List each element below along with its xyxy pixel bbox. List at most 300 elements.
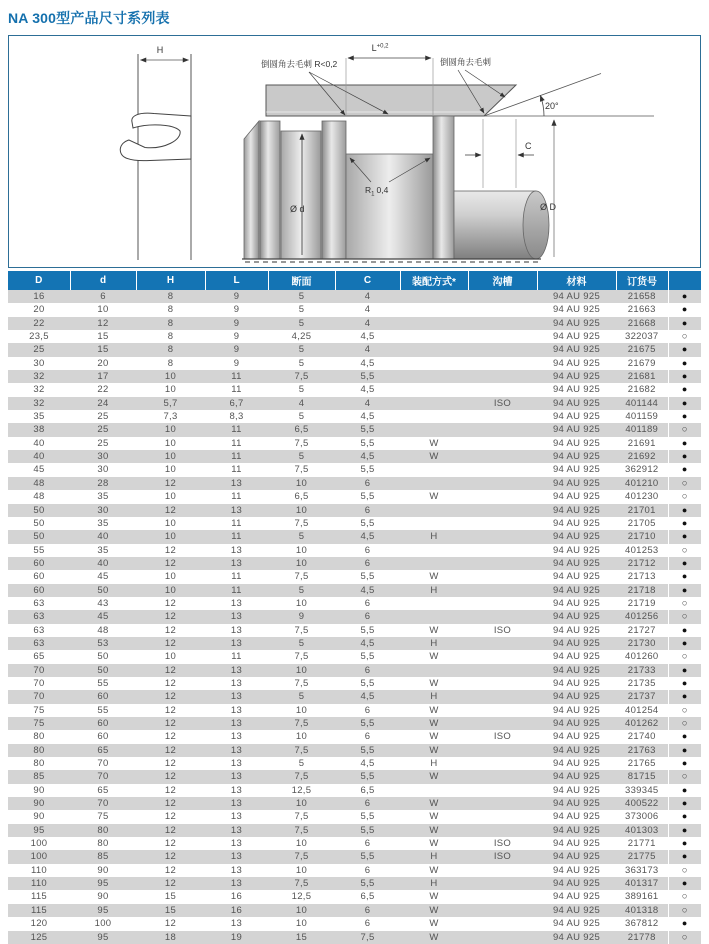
- cell: 11: [231, 451, 242, 463]
- cell: 12: [164, 758, 177, 770]
- cell: [400, 410, 468, 423]
- table-row: [8, 303, 701, 316]
- cell: W: [429, 451, 439, 463]
- cell: 94 AU 925: [552, 397, 601, 409]
- cell: [468, 904, 537, 917]
- cell: 12: [164, 718, 177, 729]
- cell: 50: [97, 651, 109, 663]
- cell: 21733: [627, 664, 656, 676]
- table-row: [8, 610, 701, 623]
- cell: 11: [231, 517, 242, 529]
- table-row: [8, 797, 701, 810]
- cell: 94 AU 925: [552, 597, 601, 609]
- cell: [400, 784, 468, 797]
- cell: 50: [33, 531, 45, 543]
- cell: 5: [298, 411, 305, 423]
- table-row: [8, 784, 701, 797]
- cell: 94 AU 925: [552, 571, 601, 583]
- cell: [468, 317, 537, 330]
- cell: 13: [230, 798, 243, 810]
- cell: 5,5: [360, 744, 375, 756]
- cell: 94 AU 925: [552, 531, 601, 543]
- cell: 6: [100, 291, 106, 302]
- technical-drawing: [8, 35, 701, 268]
- cell: 4,5: [360, 531, 375, 543]
- cell: 48: [97, 624, 109, 636]
- cell: 6: [364, 544, 371, 556]
- cell: W: [429, 771, 439, 783]
- cell: 94 AU 925: [552, 891, 601, 903]
- cell: 401317: [624, 878, 659, 890]
- availability-dot: ○: [668, 610, 701, 623]
- cell: W: [429, 731, 439, 743]
- cell: 12: [164, 811, 177, 823]
- cell: 115: [30, 904, 48, 916]
- cell: 12,5: [291, 784, 312, 796]
- cell: W: [429, 864, 439, 876]
- cell: 10: [295, 731, 308, 743]
- cell: 94 AU 925: [552, 384, 601, 396]
- availability-dot: ●: [668, 504, 701, 517]
- cell: [468, 784, 537, 797]
- cell: [468, 370, 537, 383]
- cell: 60: [97, 731, 109, 743]
- cell: [468, 770, 537, 783]
- cell: [400, 463, 468, 476]
- column-header: H: [136, 271, 205, 290]
- cell: 7,5: [294, 824, 309, 836]
- table-row: [8, 463, 701, 476]
- column-header: d: [70, 271, 136, 290]
- cell: 21765: [627, 758, 656, 770]
- table-row: [8, 904, 701, 917]
- cell: 4,5: [360, 331, 375, 343]
- cell: 13: [230, 611, 243, 623]
- availability-dot: ○: [668, 717, 701, 730]
- cell: 401210: [624, 477, 659, 489]
- cell: 5: [298, 451, 305, 463]
- availability-dot: ●: [668, 690, 701, 703]
- cell: 35: [97, 544, 109, 556]
- cell: 12: [164, 824, 177, 836]
- cell: 10: [164, 571, 177, 583]
- cell: 5,5: [360, 677, 375, 689]
- cell: 13: [230, 851, 243, 863]
- cell: 94 AU 925: [552, 838, 601, 850]
- cell: 94 AU 925: [552, 744, 601, 756]
- cell: [468, 597, 537, 610]
- cell: 401144: [625, 397, 659, 409]
- cell: 5: [298, 357, 305, 369]
- cell: 60: [33, 557, 45, 569]
- cell: [400, 370, 468, 383]
- cell: 16: [230, 891, 243, 903]
- cell: [468, 330, 537, 343]
- cell: 400522: [624, 798, 659, 810]
- cell: 100: [94, 918, 112, 930]
- cell: 21740: [627, 731, 656, 743]
- cell: 5,5: [360, 851, 375, 863]
- housing-bar: [266, 85, 516, 116]
- table-row: [8, 837, 701, 850]
- bore-diameter-label: Ø D: [540, 202, 557, 212]
- cell: 13: [230, 731, 243, 743]
- cell: 8: [167, 344, 174, 356]
- cell: 13: [230, 664, 243, 676]
- cell: 12: [164, 731, 177, 743]
- availability-dot: ○: [668, 330, 701, 343]
- cell: 60: [33, 571, 45, 583]
- cell: 5,5: [360, 771, 375, 783]
- cell: 6,5: [294, 491, 309, 503]
- cell: 7,5: [294, 878, 309, 890]
- cell: 81715: [627, 771, 656, 783]
- cell: 4: [364, 291, 371, 302]
- seal-cross-section-drawing: [9, 36, 700, 267]
- cell: 45: [33, 464, 45, 476]
- cell: 5: [298, 304, 305, 316]
- cell: 60: [97, 718, 109, 729]
- cell: 70: [97, 771, 109, 783]
- table-row: [8, 677, 701, 690]
- cell: [468, 717, 537, 730]
- cell: 10: [295, 798, 308, 810]
- cell: 19: [230, 931, 243, 943]
- cell: 12: [164, 677, 177, 689]
- cell: [400, 357, 468, 370]
- cell: 10: [295, 544, 308, 556]
- cell: 22: [97, 384, 109, 396]
- cell: 94 AU 925: [552, 304, 601, 316]
- cell: 9: [233, 357, 240, 369]
- cell: 45: [97, 611, 109, 623]
- cell: [400, 290, 468, 303]
- cell: 5: [298, 637, 305, 649]
- cell: 25: [97, 424, 109, 436]
- availability-dot: ○: [668, 544, 701, 557]
- cell: 13: [230, 637, 243, 649]
- cell: 40: [33, 451, 45, 463]
- availability-dot: ○: [668, 931, 701, 944]
- cell: 5,5: [360, 464, 375, 476]
- cell: 6,5: [360, 891, 375, 903]
- groove-bottom: [346, 154, 433, 259]
- cell: 63: [33, 611, 45, 623]
- cell: 50: [97, 664, 109, 676]
- cell: 13: [230, 504, 243, 516]
- cell: 15: [97, 331, 109, 343]
- table-row: [8, 517, 701, 530]
- availability-dot: ○: [668, 890, 701, 903]
- cell: 94 AU 925: [552, 291, 601, 302]
- availability-dot: ●: [668, 437, 701, 450]
- cell: 55: [97, 677, 109, 689]
- table-row: [8, 744, 701, 757]
- cell: 5,5: [360, 878, 375, 890]
- cell: [468, 797, 537, 810]
- cell: 95: [97, 904, 109, 916]
- cell: 13: [230, 824, 243, 836]
- cell: 5: [298, 291, 305, 302]
- cell: H: [430, 851, 438, 863]
- table-row: [8, 770, 701, 783]
- cell: 389161: [624, 891, 659, 903]
- cell: 63: [33, 637, 45, 649]
- cell: 40: [97, 531, 109, 543]
- table-row: [8, 290, 701, 303]
- availability-dot: ●: [668, 730, 701, 743]
- cell: H: [430, 878, 438, 890]
- cell: [468, 664, 537, 677]
- cell: 10: [295, 477, 308, 489]
- availability-dot: ●: [668, 343, 701, 356]
- cell: 115: [30, 891, 48, 903]
- cell: 4,5: [360, 411, 375, 423]
- cell: [400, 664, 468, 677]
- cell: [468, 637, 537, 650]
- cell: 12: [164, 798, 177, 810]
- table-row: [8, 850, 701, 863]
- cell: 8: [167, 357, 174, 369]
- cell: 94 AU 925: [552, 851, 601, 863]
- cell: [400, 504, 468, 517]
- cell: 50: [97, 584, 109, 596]
- cell: 12: [164, 504, 177, 516]
- cell: 8: [167, 291, 174, 302]
- cell: [400, 383, 468, 396]
- cell: W: [429, 651, 439, 663]
- cell: 94 AU 925: [552, 464, 601, 476]
- cell: 94 AU 925: [552, 371, 601, 383]
- cell: 7,5: [294, 811, 309, 823]
- cell: 35: [97, 517, 109, 529]
- cell: 6: [364, 704, 371, 716]
- cell: 6: [364, 597, 371, 609]
- cell: 94 AU 925: [552, 451, 601, 463]
- cell: 32: [33, 397, 45, 409]
- cell: 43: [97, 597, 109, 609]
- cell: 94 AU 925: [552, 317, 601, 329]
- cell: 94 AU 925: [552, 491, 601, 503]
- cell: 21718: [627, 584, 656, 596]
- cell: 7,3: [163, 411, 178, 423]
- cell: [400, 423, 468, 436]
- cell: 50: [33, 504, 45, 516]
- cell: 11: [231, 571, 242, 583]
- column-header: D: [8, 271, 70, 290]
- availability-dot: ●: [668, 637, 701, 650]
- cell: 12: [164, 704, 177, 716]
- cell: 12: [164, 637, 177, 649]
- cell: 28: [97, 477, 109, 489]
- table-row: [8, 824, 701, 837]
- cell: 7,5: [294, 851, 309, 863]
- cell: 4: [298, 397, 305, 409]
- cell: 10: [97, 304, 109, 316]
- l-dimension-label: $L^{+0,2}$: [371, 43, 389, 53]
- cell: 16: [230, 904, 243, 916]
- cell: 12: [164, 771, 177, 783]
- cell: W: [429, 824, 439, 836]
- table-row: [8, 730, 701, 743]
- cell: 94 AU 925: [552, 904, 601, 916]
- cell: 30: [97, 504, 109, 516]
- availability-dot: ●: [668, 797, 701, 810]
- cell: 10: [164, 384, 177, 396]
- cell: 10: [164, 437, 177, 449]
- cell: 60: [33, 584, 45, 596]
- cell: 6: [364, 864, 371, 876]
- availability-dot: ●: [668, 624, 701, 637]
- availability-dot: ●: [668, 570, 701, 583]
- cell: 75: [33, 718, 45, 729]
- cell: 12,5: [291, 891, 312, 903]
- cell: 10: [164, 531, 177, 543]
- cell: 10: [164, 517, 177, 529]
- availability-dot: ○: [668, 423, 701, 436]
- cell: [468, 557, 537, 570]
- cell: 12: [164, 664, 177, 676]
- cell: 7,5: [294, 651, 309, 663]
- cell: 10: [295, 664, 308, 676]
- column-header: 材料: [537, 271, 616, 290]
- cell: [468, 864, 537, 877]
- cell: 401253: [624, 544, 659, 556]
- cell: 94 AU 925: [552, 864, 601, 876]
- cell: 21692: [627, 451, 656, 463]
- cell: 401189: [625, 424, 659, 436]
- cell: 10: [164, 371, 177, 383]
- cell: [400, 544, 468, 557]
- cell: 401159: [625, 411, 659, 423]
- cell: 6,7: [229, 397, 244, 409]
- cell: 94 AU 925: [552, 331, 601, 343]
- cell: 7,5: [294, 571, 309, 583]
- availability-dot: ●: [668, 784, 701, 797]
- cell: 9: [298, 611, 305, 623]
- cell: [468, 423, 537, 436]
- cell: 6,5: [294, 424, 309, 436]
- cell: 38: [33, 424, 45, 436]
- availability-dot: ●: [668, 450, 701, 463]
- cell: 7,5: [294, 624, 309, 636]
- cell: 94 AU 925: [552, 811, 601, 823]
- availability-dot: ●: [668, 744, 701, 757]
- cell: 5,5: [360, 424, 375, 436]
- cell: 15: [164, 891, 177, 903]
- availability-dot: ○: [668, 704, 701, 717]
- cell: 12: [164, 918, 177, 930]
- cell: 6: [364, 664, 371, 676]
- cell: [468, 357, 537, 370]
- cell: 32: [33, 384, 45, 396]
- cell: [400, 597, 468, 610]
- cell: H: [430, 584, 438, 596]
- cell: [400, 517, 468, 530]
- cell: [400, 303, 468, 316]
- cell: 94 AU 925: [552, 931, 601, 943]
- cell: 13: [230, 477, 243, 489]
- cell: H: [430, 531, 438, 543]
- cell: 7,5: [294, 437, 309, 449]
- cell: W: [429, 704, 439, 716]
- cell: W: [429, 624, 439, 636]
- cell: W: [429, 798, 439, 810]
- cell: W: [429, 437, 439, 449]
- cell: 10: [295, 557, 308, 569]
- cell: 10: [295, 864, 308, 876]
- availability-dot: ●: [668, 877, 701, 890]
- cell: 21705: [627, 517, 656, 529]
- cell: 4,5: [360, 691, 375, 703]
- cell: [468, 744, 537, 757]
- cell: 80: [97, 838, 109, 850]
- cell: 11: [231, 384, 242, 396]
- availability-dot: ●: [668, 517, 701, 530]
- cell: 11: [231, 424, 242, 436]
- cell: 401254: [624, 704, 659, 716]
- seal-band: [244, 121, 259, 259]
- cell: 48: [33, 477, 45, 489]
- availability-dot: ●: [668, 824, 701, 837]
- cell: 21778: [627, 931, 656, 943]
- availability-dot: ●: [668, 584, 701, 597]
- cell: [468, 343, 537, 356]
- cell: 4: [364, 304, 371, 316]
- column-header: L: [205, 271, 268, 290]
- cell: 75: [33, 704, 45, 716]
- availability-dot: ○: [668, 864, 701, 877]
- cell: 53: [97, 637, 109, 649]
- cell: 13: [230, 597, 243, 609]
- cell: W: [429, 931, 439, 943]
- table-row: [8, 397, 701, 410]
- availability-dot: ●: [668, 557, 701, 570]
- cell: 5,5: [360, 651, 375, 663]
- cell: 8,3: [229, 411, 244, 423]
- cell: 13: [230, 864, 243, 876]
- cell: 12: [164, 557, 177, 569]
- cell: 9: [233, 291, 240, 302]
- cell: 65: [97, 784, 109, 796]
- cell: 21679: [627, 357, 656, 369]
- cell: 75: [97, 811, 109, 823]
- cell: 55: [33, 544, 45, 556]
- cell: 17: [97, 371, 109, 383]
- cell: [468, 931, 537, 944]
- table-row: [8, 597, 701, 610]
- cell: [468, 490, 537, 503]
- cell: 40: [33, 437, 45, 449]
- cell: 4,5: [360, 384, 375, 396]
- cell: 24: [97, 397, 109, 409]
- cell: 13: [230, 744, 243, 756]
- cell: 11: [231, 531, 242, 543]
- cell: 11: [231, 651, 242, 663]
- cell: 80: [33, 744, 45, 756]
- cell: 12: [164, 864, 177, 876]
- cell: 7,5: [294, 464, 309, 476]
- cell: 6: [364, 731, 371, 743]
- table-row: [8, 931, 701, 944]
- cell: 21735: [627, 677, 656, 689]
- cell: 339345: [624, 784, 659, 796]
- cell: 20: [33, 304, 45, 316]
- cell: 22: [33, 317, 45, 329]
- cell: 4,5: [360, 758, 375, 770]
- cell: 5,5: [360, 571, 375, 583]
- cell: [400, 610, 468, 623]
